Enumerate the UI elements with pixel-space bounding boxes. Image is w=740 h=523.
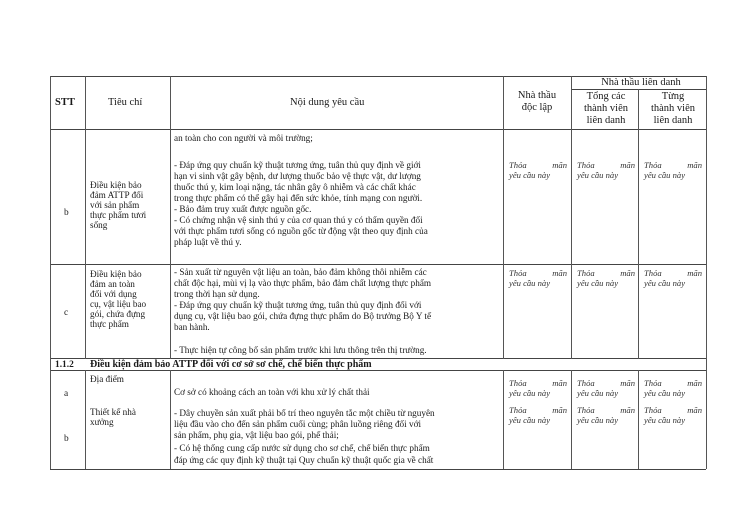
row1-criteria-3: với sản phẩm <box>90 200 140 210</box>
row2-content-6: ban hành. <box>174 322 210 332</box>
header-noi-dung: Nội dung yêu cầu <box>290 97 365 108</box>
row5-criteria-1: Thiết kế nhà <box>90 407 136 417</box>
row-divider-b-c <box>50 264 706 265</box>
row2-content-7: - Thực hiện tự công bố sản phẩm trước khi lưu thông trên thị trường. <box>174 345 427 355</box>
row5-ok-tong: Thỏa mãn yêu cầu này <box>577 405 635 425</box>
header-tung-2: thành viên <box>650 103 696 114</box>
header-stt: STT <box>55 97 75 108</box>
row1-criteria-2: đảm ATTP đối <box>90 190 144 200</box>
row5-content-1: - Dây chuyền sản xuất phải bố trí theo nguyên tắc một chiều từ nguyên <box>174 408 435 418</box>
row2-content-3: trong thời hạn sử dụng. <box>174 289 260 299</box>
row2-ok-tong: Thỏa mãn yêu cầu này <box>577 268 635 288</box>
header-tieu-chi: Tiêu chí <box>108 97 143 108</box>
row4-ok-tong: Thỏa mãn yêu cầu này <box>577 378 635 398</box>
row1-ok-tung: Thỏa mãn yêu cầu này <box>644 160 702 180</box>
row4-criteria-1: Địa điểm <box>90 374 124 384</box>
col-divider-stt <box>85 76 86 359</box>
row1-content-1: - Đáp ứng quy chuẩn kỹ thuật tương ứng, tuân thủ quy định về giới <box>174 160 421 170</box>
row4-ok-tung: Thỏa mãn yêu cầu này <box>644 378 702 398</box>
row1-content-7: với thực phẩm tươi sống có nguồn gốc từ động vật theo quy định của <box>174 226 428 236</box>
row1-stt: b <box>64 208 69 218</box>
col-divider-content <box>503 76 504 359</box>
section-112-stt: 1.1.2 <box>55 360 74 370</box>
col-divider-doclap <box>571 76 572 359</box>
row2-ok-tung: Thỏa mãn yêu cầu này <box>644 268 702 288</box>
row2-content-4: - Đáp ứng quy chuẩn kỹ thuật tương ứng, tuân thủ quy định đối với <box>174 300 422 310</box>
header-tong-2: thành viên <box>583 103 629 114</box>
row2-content-5: dụng cụ, vật liệu bao gói, chứa đựng thực phẩm do Bộ trưởng Bộ Y tế <box>174 311 432 321</box>
row1-content-4: trong thực phẩm có thể gây hại đến sức khỏe, tính mạng con người. <box>174 193 423 203</box>
row5-criteria-2: xưởng <box>90 417 114 427</box>
row2-criteria-3: đối với dụng <box>90 289 137 299</box>
row2-content-1: - Sản xuất từ nguyên vật liệu an toàn, bảo đảm không thôi nhiễm các <box>174 267 427 277</box>
header-doc-lap-1: Nhà thầu <box>517 90 557 101</box>
table-bottom-border <box>50 469 706 470</box>
row4-stt: a <box>64 389 69 399</box>
header-bottom-border <box>50 129 706 130</box>
row2-criteria-6: thực phẩm <box>90 319 129 329</box>
header-tong-3: liên danh <box>586 115 626 126</box>
row2-criteria-4: cụ, vật liệu bao <box>90 299 147 309</box>
header-tong-1: Tổng các <box>586 91 626 102</box>
row2-content-2: chất độc hại, mùi vị lạ vào thực phẩm, bảo đảm chất lượng thực phẩm <box>174 278 432 288</box>
row2-ok-doclap: Thỏa mãn yêu cầu này <box>509 268 567 288</box>
row2-stt: c <box>64 308 69 318</box>
header-tung-3: liên danh <box>653 115 693 126</box>
col-divider-criteria <box>170 76 171 359</box>
row1-content-3: thuốc thú y, kim loại nặng, tác nhân gây ô nhiễm và các chất khác <box>174 182 416 192</box>
table-left-border <box>50 76 51 469</box>
row2-criteria-5: gói, chứa đựng <box>90 309 146 319</box>
row0-content-line: an toàn cho con người và môi trường; <box>174 133 313 143</box>
section-112-title: Điều kiện đảm bảo ATTP đối với cơ sở sơ chế, chế biến thực phẩm <box>90 359 372 370</box>
row2-criteria-1: Điều kiện bảo <box>90 269 142 279</box>
row1-ok-doclap: Thỏa mãn yêu cầu này <box>509 160 567 180</box>
row1-content-2: hạn vi sinh vật gây bệnh, dư lượng thuốc bảo vệ thực vật, dư lượng <box>174 171 421 181</box>
row5-ok-tung: Thỏa mãn yêu cầu này <box>644 405 702 425</box>
row1-ok-tong: Thỏa mãn yêu cầu này <box>577 160 635 180</box>
col-divider-tong <box>638 89 639 359</box>
row1-content-6: - Có chứng nhận vệ sinh thú y của cơ quan thú y có thẩm quyền đối <box>174 215 423 225</box>
header-doc-lap-2: độc lập <box>521 102 553 113</box>
col-divider-tong-lower <box>638 370 639 469</box>
col-divider-stt-lower <box>85 370 86 469</box>
row5-content-4: - Có hệ thống cung cấp nước sử dụng cho sơ chế, chế biến thực phẩm <box>174 443 430 453</box>
row5-ok-doclap: Thỏa mãn yêu cầu này <box>509 405 567 425</box>
col-divider-doclap-lower <box>571 370 572 469</box>
header-tung-1: Từng <box>661 91 685 102</box>
row1-criteria-1: Điều kiện bảo <box>90 180 142 190</box>
col-divider-content-lower <box>503 370 504 469</box>
row5-content-3: sản phẩm, phụ gia, vật liệu bao gói, phế thải; <box>174 430 339 440</box>
header-lien-danh: Nhà thầu liên danh <box>601 77 681 88</box>
row1-content-5: - Bảo đảm truy xuất được nguồn gốc. <box>174 204 312 214</box>
table-right-border <box>706 76 707 469</box>
row5-stt: b <box>64 434 69 444</box>
row1-content-8: pháp luật về thú y. <box>174 237 242 247</box>
row5-content-2: liệu đầu vào cho đến sản phẩm cuối cùng; phân luồng riêng đối với <box>174 419 421 429</box>
col-divider-criteria-lower <box>170 370 171 469</box>
row4-content-1: Cơ sở có khoảng cách an toàn với khu xử lý chất thải <box>174 387 370 397</box>
row1-criteria-5: sống <box>90 220 108 230</box>
row1-criteria-4: thực phẩm tươi <box>90 210 147 220</box>
row4-ok-doclap: Thỏa mãn yêu cầu này <box>509 378 567 398</box>
row5-content-5: đáp ứng các quy định kỹ thuật tại Quy chuẩn kỹ thuật quốc gia về chất <box>174 455 434 465</box>
row-divider-112-a <box>50 370 706 371</box>
row2-criteria-2: đảm an toàn <box>90 279 135 289</box>
